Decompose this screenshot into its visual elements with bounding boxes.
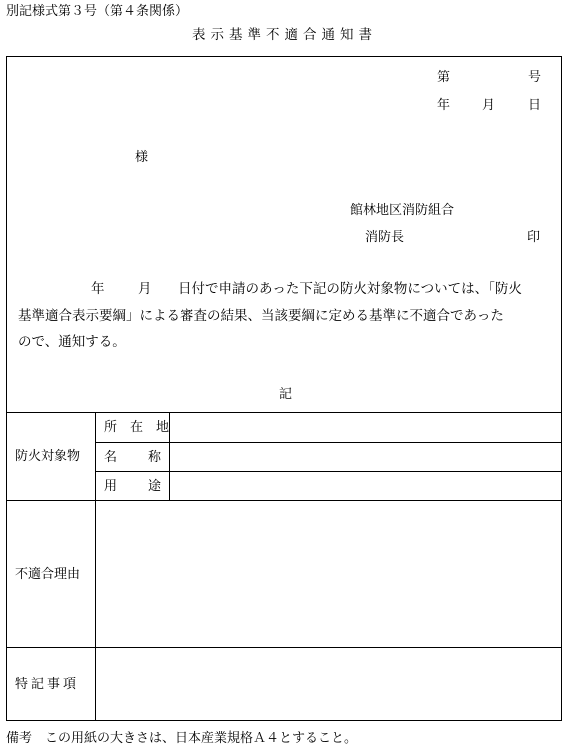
use-label-second: 途 [148, 479, 162, 494]
use-label-first: 用 [104, 479, 118, 494]
form-number-label: 別記様式第３号（第４条関係） [6, 4, 189, 19]
reason-section-bottom-rule [6, 647, 562, 648]
addressee-suffix: 様 [135, 150, 149, 165]
name-label-first: 名 [104, 450, 118, 465]
seal-mark: 印 [527, 230, 541, 245]
body-text-line2: 基準適合表示要綱」による審査の結果、当該要綱に定める基準に不適合であった [18, 308, 504, 324]
body-text-line3: ので、通知する。 [18, 334, 126, 350]
row-divider-1 [95, 442, 562, 443]
number-prefix: 第 [437, 70, 451, 85]
number-suffix: 号 [528, 70, 542, 85]
name-label-second: 称 [148, 450, 162, 465]
target-section-bottom-rule [6, 500, 562, 501]
location-label: 所在地 [104, 420, 183, 435]
date-month-label: 月 [482, 98, 496, 113]
issuer-organization: 館林地区消防組合 [350, 203, 455, 218]
notes-label: 特記事項 [15, 677, 80, 692]
issuer-title: 消防長 [365, 230, 405, 245]
body-year-label: 年 [91, 281, 105, 297]
row-divider-2 [95, 471, 562, 472]
document-title: 表示基準不適合通知書 [192, 27, 377, 43]
label-column-divider [95, 412, 96, 721]
date-day-label: 日 [528, 98, 542, 113]
body-text-line1: 日付で申請のあった下記の防火対象物については、「防火 [178, 281, 522, 297]
table-top-rule [6, 412, 562, 413]
reason-label: 不適合理由 [15, 567, 81, 582]
ki-label: 記 [279, 387, 293, 402]
footnote: 備考 この用紙の大きさは、日本産業規格Ａ４とすること。 [6, 731, 358, 746]
target-label: 防火対象物 [15, 449, 81, 464]
date-year-label: 年 [437, 98, 451, 113]
body-month-label: 月 [138, 281, 152, 297]
